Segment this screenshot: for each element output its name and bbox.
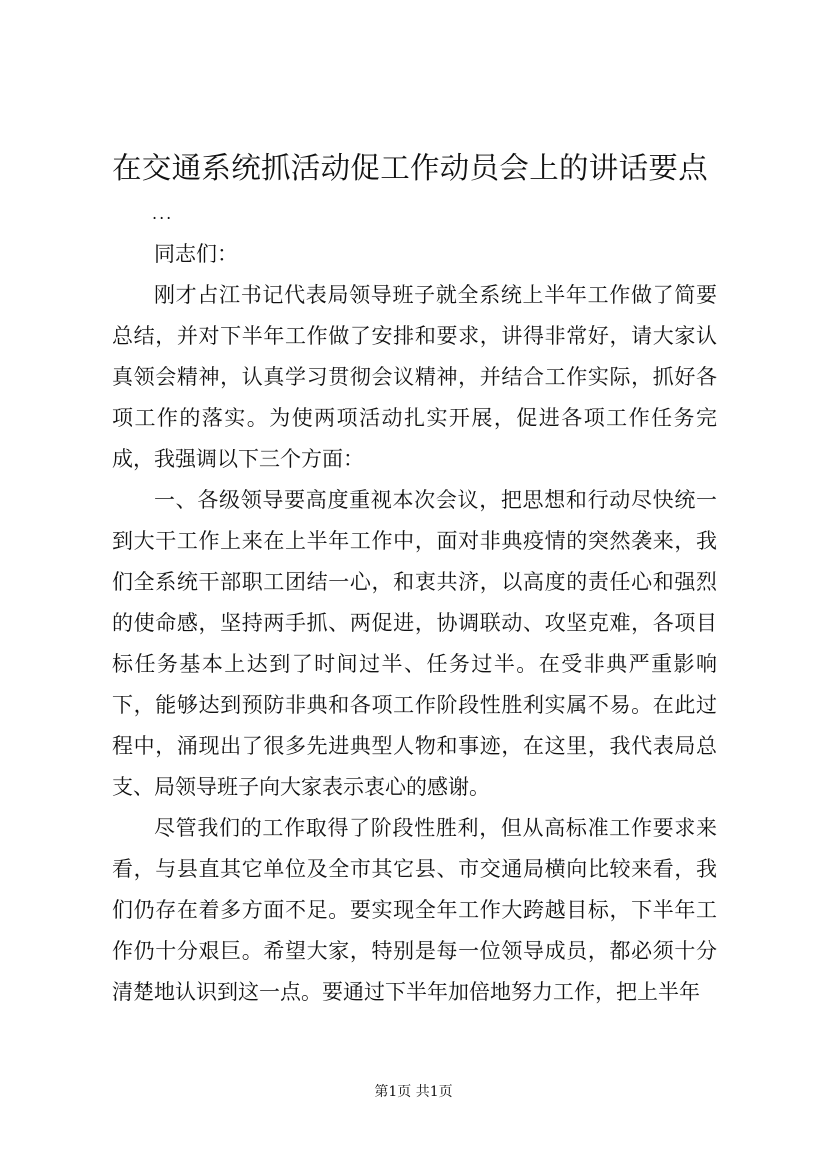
paragraph-3: 尽管我们的工作取得了阶段性胜利，但从高标准工作要求来看，与县直其它单位及全市其它县、市交通局横向比较来看，我们仍存在着多方面不足。要实现全年工作大跨越目标，下半年工作仍十分艰巨。希望大家，特别是每一位领导成员，都必须十分清楚地认识到这一点。要通过下半年加倍地努力工作，把上半年 bbox=[112, 816, 717, 1004]
document-title: 在交通系统抓活动促工作动员会上的讲话要点 bbox=[112, 151, 709, 185]
page-footer: 第1页 共1页 bbox=[374, 1084, 453, 1100]
paragraph-1: 刚才占江书记代表局领导班子就全系统上半年工作做了简要总结，并对下半年工作做了安排和要求，讲得非常好，请大家认真领会精神，认真学习贯彻会议精神，并结合工作实际，抓好各项工作的落实。为使两项活动扎实开展，促进各项工作任务完成，我强调以下三个方面： bbox=[112, 283, 717, 471]
paragraph-2: 一、各级领导要高度重视本次会议，把思想和行动尽快统一到大干工作上来在上半年工作中，面对非典疫情的突然袭来，我们全系统干部职工团结一心，和衷共济，以高度的责任心和强烈的使命感，坚持两手抓、两促进，协调联动、攻坚克难，各项目标任务基本上达到了时间过半、任务过半。在受非典严重影响下，能够达到预防非典和各项工作阶段性胜利实属不易。在此过程中，涌现出了很多先进典型人物和事迹，在这里，我代表局总支、局领导班子向大家表示衷心的感谢。 bbox=[112, 488, 717, 799]
ellipsis-mark: ... bbox=[152, 204, 174, 223]
document-body bbox=[112, 234, 717, 1013]
greeting: 同志们： bbox=[154, 242, 238, 266]
